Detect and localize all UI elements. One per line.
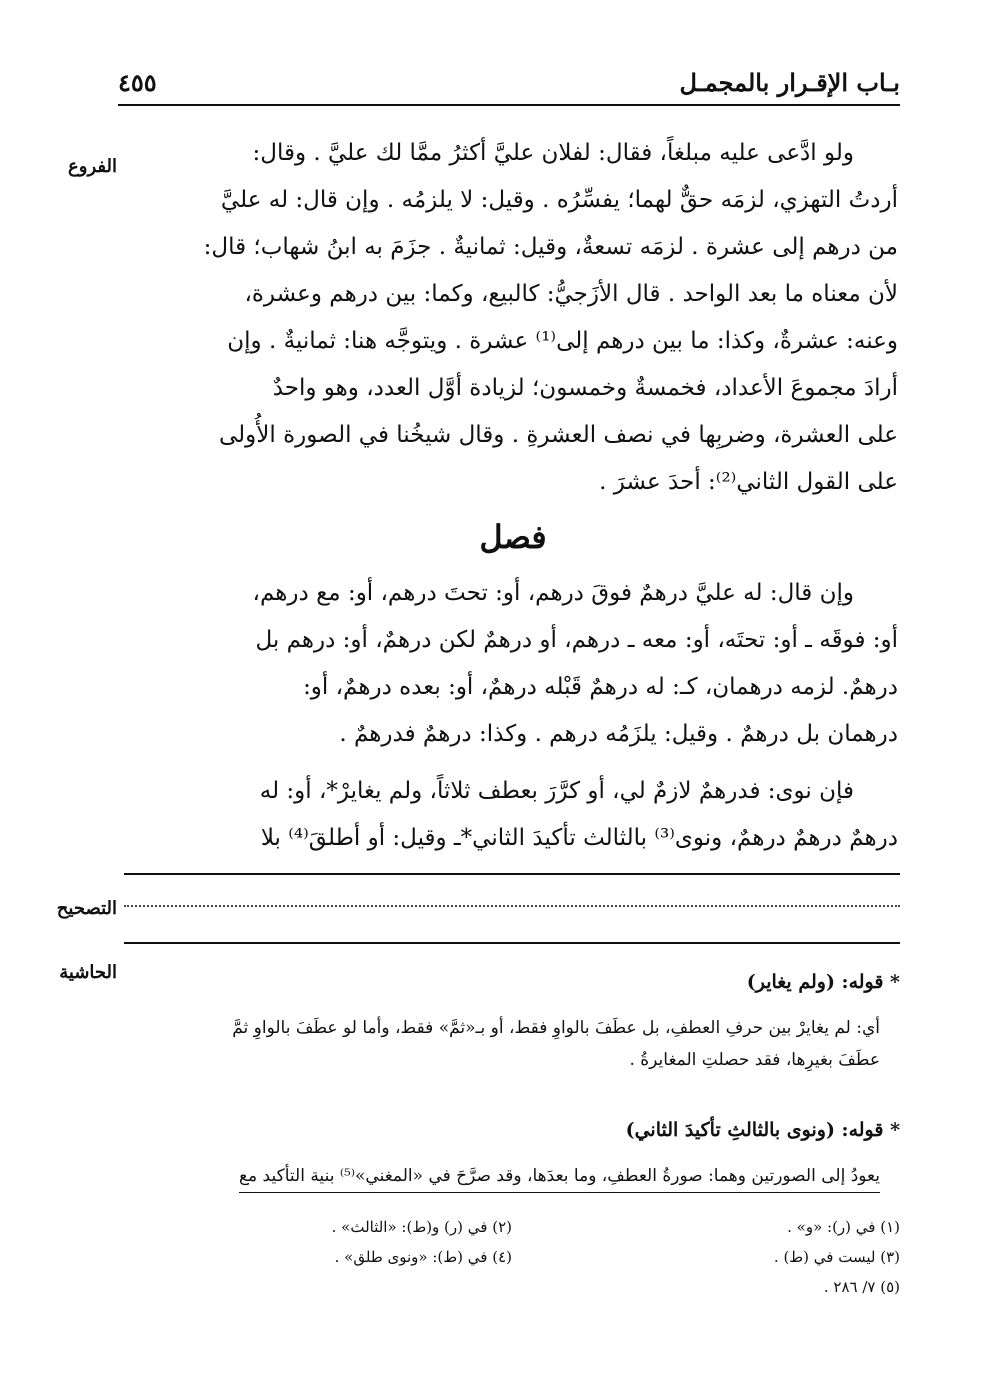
main-text-block-1 <box>128 130 898 506</box>
text-line: ولو ادَّعى عليه مبلغاً، فقال: لفلان عليَّ أكثرُ ممَّا لك عليَّ . وقال: <box>252 140 854 166</box>
text-line: فإن نوى: فدرهمٌ لازمٌ لي، أو كرَّرَ بعطف ثلاثاً، ولم يغايرْ*، أو: له <box>259 778 854 804</box>
hashiya-heading: * قوله: (ونوى بالثالثِ تأكيدَ الثاني) <box>625 1119 900 1141</box>
text-line: أو: فوقَه ـ أو: تحتَه، أو: معه ـ درهم، أو درهمٌ لكن درهمٌ، أو: درهم بل <box>255 627 898 653</box>
text-line: وعنه: عشرةٌ، وكذا: ما بين درهم إلى⁽¹⁾ عشرة . ويتوجَّه هنا: ثمانيةٌ . وإن <box>227 328 898 354</box>
chapter-title: بـاب الإقـرار بالمجمـل <box>679 68 900 97</box>
text-end-rule <box>124 873 900 875</box>
tashih-dotted-line <box>124 905 900 907</box>
page-number: ٤٥٥ <box>118 68 157 97</box>
hashiya-text-2 <box>128 1160 900 1197</box>
footnote: (٤) في (ط): «ونوى طلق» . <box>334 1248 512 1266</box>
section-divider-rule <box>124 942 900 944</box>
hashiya-line: عطَفَ بغيرِها، فقد حصلتِ المغايرةُ . <box>629 1050 880 1070</box>
footnote: (٣) ليست في (ط) . <box>773 1248 900 1266</box>
section-heading: فصل <box>479 518 547 556</box>
text-line: أرادَ مجموعَ الأعداد، فخمسةٌ وخمسون؛ لزيادة أوَّل العدد، وهو واحدٌ <box>272 375 898 401</box>
hashiya-heading-2 <box>128 1112 900 1148</box>
hashiya-line: يعودُ إلى الصورتين وهما: صورةُ العطفِ، وما بعدَها، وقد صرَّحَ في «المغني»⁽⁵⁾ بنية التأكيد مع <box>239 1160 880 1193</box>
footnotes <box>150 1212 910 1302</box>
hashiya-heading-1 <box>128 964 900 1000</box>
footnote: (٥) ٧/ ٢٨٦ . <box>823 1278 900 1296</box>
text-line: على القول الثاني⁽²⁾: أحدَ عشرَ . <box>599 469 898 495</box>
main-text-block-3 <box>128 768 898 862</box>
side-label-tashih: التصحيح <box>56 898 117 919</box>
hashiya-heading: * قوله: (ولم يغاير) <box>746 971 900 993</box>
footnote-row <box>150 1272 910 1302</box>
header-rule <box>118 104 900 106</box>
hashiya-text-1 <box>128 1012 900 1076</box>
page-header <box>118 64 900 104</box>
text-line: درهمٌ درهمٌ درهمٌ، ونوى⁽³⁾ بالثالث تأكيدَ الثاني*ـ وقيل: أو أطلقَ⁽⁴⁾ بلا <box>260 825 898 851</box>
text-line: درهمان بل درهمٌ . وقيل: يلزَمُه درهم . وكذا: درهمٌ فدرهمٌ . <box>339 721 898 747</box>
main-text-block-2 <box>128 570 898 758</box>
footnote: (٢) في (ر) و(ط): «الثالث» . <box>331 1218 512 1236</box>
footnote-row <box>150 1212 910 1242</box>
text-line: درهمٌ. لزمه درهمان، كـ: له درهمٌ قَبْله درهمٌ، أو: بعده درهمٌ، أو: <box>303 674 898 700</box>
side-label-furu: الفروع <box>68 156 117 177</box>
text-line: على العشرة، وضربِها في نصف العشرةِ . وقال شيخُنا في الصورة الأُولى <box>219 422 898 448</box>
hashiya-line: أي: لم يغايرْ بين حرفِ العطفِ، بل عطَفَ بالواوِ فقط، أو بـ«ثمَّ» فقط، وأما لو عطَفَ بالواوِ ثمَّ <box>232 1018 880 1038</box>
text-line: من درهم إلى عشرة . لزمَه تسعةٌ، وقيل: ثمانيةٌ . جزَمَ به ابنُ شهاب؛ قال: <box>203 234 898 260</box>
footnote-row <box>150 1242 910 1272</box>
footnote: (١) في (ر): «و» . <box>787 1218 900 1236</box>
text-line: وإن قال: له عليَّ درهمٌ فوقَ درهم، أو: تحتَ درهم، أو: مع درهم، <box>252 580 854 606</box>
text-line: لأن معناه ما بعد الواحد . قال الأزَجيُّ: كالبيع، وكما: بين درهم وعشرة، <box>244 281 898 307</box>
text-line: أردتُ التهزي، لزمَه حقٌّ لهما؛ يفسِّرُه . وقيل: لا يلزمُه . وإن قال: له عليَّ <box>220 187 898 213</box>
side-label-hashiya: الحاشية <box>59 962 117 983</box>
